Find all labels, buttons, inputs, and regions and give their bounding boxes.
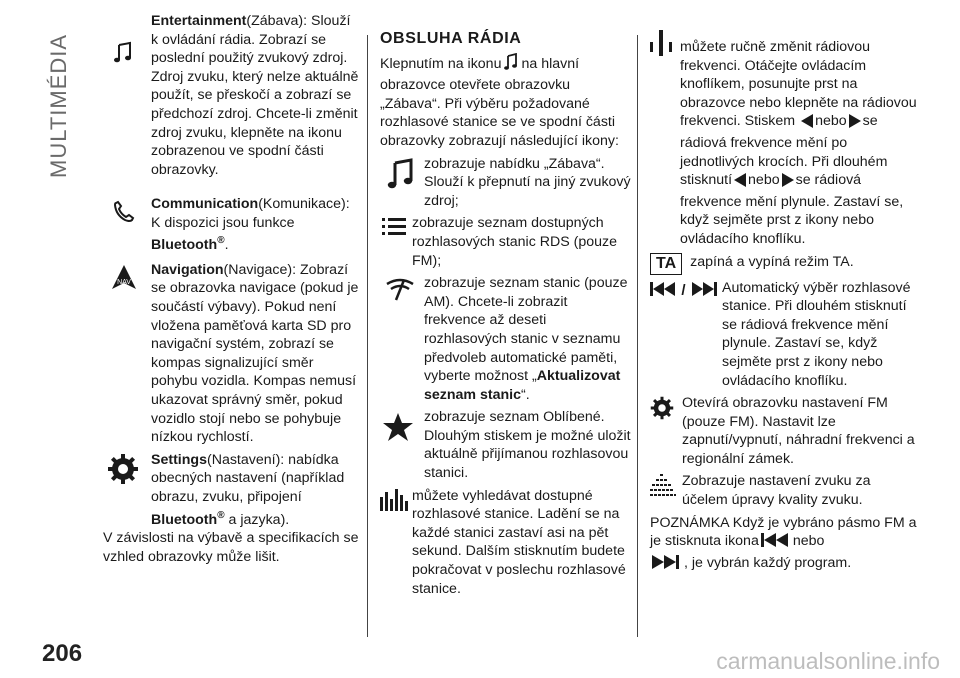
navigation-title: Navigation — [151, 261, 224, 278]
manual-tune-text-b: se rádiová frekvence mění po jednotlivých krocích. Při dlouhém stisknutí — [680, 113, 888, 189]
gear-icon — [107, 453, 145, 483]
ta-entry — [650, 253, 920, 275]
list-item-text: zobrazuje seznam Oblíbené. Dlouhým stiskem je možné uložit aktuálně přijímanou rozhlasovou stanici. — [424, 409, 631, 482]
column-divider — [367, 35, 368, 637]
communication-title: Communication — [151, 196, 259, 212]
navigation-entry — [103, 261, 361, 447]
seek-forward-icon — [652, 554, 682, 576]
section-heading: OBSLUHA RÁDIA — [380, 30, 522, 47]
seek-entry — [650, 279, 920, 391]
intro-text-a: Klepnutím na ikonu — [380, 55, 502, 72]
step-back-icon — [734, 173, 746, 193]
manual-tune-text-a: můžete ručně změnit rádiovou frekvenci. Otáčejte ovládacím knoflíkem, posunujte prst na obrazovce nebo klepněte na rádiovou frekvenci. Stiskem — [680, 39, 917, 130]
registered-mark: ® — [217, 509, 225, 521]
list-item-text: můžete vyhledávat dostupné rozhlasové stanice. Ladění se na každé stanici zastaví asi na pět sekund. Dalším stisknutím budete pokračovat v poslechu rozhlasové stanice. — [412, 487, 626, 597]
bluetooth-label: Bluetooth — [151, 237, 218, 254]
ta-text: zapíná a vypíná režim TA. — [690, 253, 854, 270]
settings-text: (Nastavení): nabídka obecných nastavení (například obrazu, zvuku, připojení — [151, 451, 345, 505]
entertainment-title: Entertainment — [151, 13, 247, 29]
star-icon — [382, 412, 420, 442]
slash-separator: / — [681, 281, 686, 297]
list-item — [380, 408, 632, 482]
sentence-end: . — [224, 237, 229, 254]
manual-tune-text-c: se rádiová frekvence mění plynule. Zastaví se, když sejměte prst z ikony nebo ovládacího knoflíku. — [680, 172, 904, 247]
nav-icon — [109, 263, 147, 293]
am-signal-icon — [384, 276, 422, 306]
audio-settings-entry — [650, 472, 920, 509]
entertainment-entry — [103, 12, 361, 195]
column-3 — [650, 38, 920, 575]
communication-text: (Komunikace): K dispozici jsou funkce — [151, 196, 350, 231]
page-number: 206 — [42, 640, 83, 667]
audio-settings-text: Zobrazuje nastavení zvuku za účelem úpravy kvality zvuku. — [682, 473, 871, 509]
step-back-icon — [801, 114, 813, 134]
list-item-text: zobrazuje seznam stanic (pouze AM). Chcete-li zobrazit frekvence až deseti rozhlasových stanic v seznamu předvoleb automatické paměti, vyberte možnost „Aktualizovat seznam stanic“. — [424, 275, 628, 403]
or-word: nebo — [748, 172, 780, 189]
column-2 — [380, 30, 632, 602]
list-item — [380, 487, 632, 599]
or-word: nebo — [792, 533, 825, 550]
section-side-label: MULTIMÉDIA — [46, 33, 71, 178]
gear-icon — [650, 396, 688, 426]
nav-icon-label: NAV — [117, 278, 131, 286]
list-icon — [382, 216, 420, 246]
settings-entry — [103, 451, 361, 529]
step-forward-icon — [782, 173, 794, 193]
navigation-text: (Navigace): Zobrazí se obrazovka navigace (pokud je součástí výbavy). Pokud není vložena paměťová karta SD pro navigační systém, zobrazí se kompas signalizující směr pohybu vozidla. Kompas nemusí ukazovat správný směr, pokud vozidlo stojí nebo se pohybuje nízkou rychlostí. — [151, 261, 359, 446]
or-word: nebo — [815, 113, 847, 130]
manual-tune-icon — [650, 30, 688, 60]
settings-note: V závislosti na výbavě a specifikacích se vzhled obrazovky může lišit. — [103, 530, 359, 565]
update-list-option: Aktualizovat seznam stanic — [424, 368, 621, 403]
list-item-text: zobrazuje nabídku „Zábava“. Slouží k přepnutí na jiný zvukový zdroj; — [424, 155, 631, 209]
step-forward-icon — [849, 114, 861, 134]
column-1 — [103, 12, 361, 566]
note-text-a: POZNÁMKA Když je vybráno pásmo FM a je stisknuta ikona — [650, 514, 917, 550]
seek-text: Automatický výběr rozhlasové stanice. Při dlouhém stisknutí se rádiová frekvence mění plynule. Zastaví se, když sejměte prst z ikony nebo ovládacího knoflíku. — [722, 279, 911, 389]
list-item — [380, 214, 632, 270]
phone-icon — [111, 199, 149, 229]
entertainment-text: (Zábava): Slouží k ovládání rádia. Zobrazí se poslední použitý zvukový zdroj. Zdroj zvuku, který nelze aktuálně použít, se přeskočí a zobrazí se předchozí zdroj. Chcete-li změnit zdroj zvuku, klepněte na ikonu zobrazenou ve spodní části obrazovky. — [151, 13, 359, 178]
note-paragraph — [650, 514, 920, 576]
seek-icons — [650, 281, 720, 311]
music-note-icon — [384, 157, 422, 187]
intro-text-b: na hlavní obrazovce otevřete obrazovku „Zábava“. Při výběru požadované rozhlasové stanice se ve spodní části obrazovky zobrazují následující ikony: — [380, 55, 619, 149]
registered-mark: ® — [217, 235, 225, 247]
fm-settings-text: Otevírá obrazovku nastavení FM (pouze FM). Nastavit lze zapnutí/vypnutí, náhradní frekvenci a regionální zámek. — [682, 395, 915, 467]
communication-entry — [103, 195, 361, 255]
intro-paragraph — [380, 53, 632, 151]
column-divider — [637, 35, 638, 637]
list-item-text: zobrazuje seznam dostupných rozhlasových stanic RDS (pouze FM); — [412, 215, 618, 269]
seek-back-icon — [761, 532, 791, 554]
equalizer-icon — [650, 474, 688, 504]
list-item — [380, 274, 632, 404]
music-note-icon — [109, 38, 147, 68]
note-text-b: , je vybrán každý program. — [684, 554, 852, 571]
music-note-icon — [503, 53, 519, 77]
scan-icon — [380, 489, 418, 519]
fm-settings-entry — [650, 394, 920, 468]
bluetooth-label: Bluetooth — [151, 511, 218, 528]
list-item — [380, 155, 632, 211]
settings-text-2: a jazyka). — [224, 511, 290, 528]
ta-icon: TA — [650, 253, 682, 275]
manual-tune-entry — [650, 38, 920, 249]
watermark: carmanualsonline.info — [716, 648, 940, 674]
settings-title: Settings — [151, 451, 207, 468]
